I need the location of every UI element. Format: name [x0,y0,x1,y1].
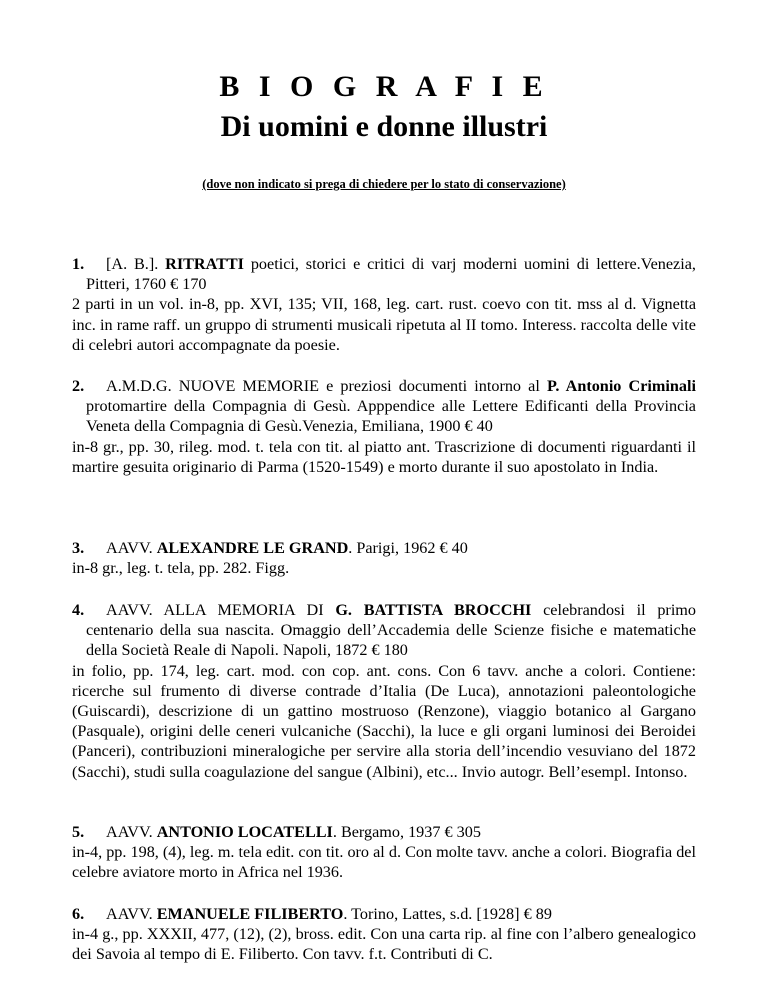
entry-heading [72,600,696,661]
entry-heading [72,822,696,842]
entry-description: in-8 gr., pp. 30, rileg. mod. t. tela con tit. al piatto ant. Trascrizione di documenti riguardanti il martire gesuita originario di Parma (1520-1549) e morto durante il suo apostolato in India. [72,437,696,476]
entry-number: 6. [72,905,85,923]
entry-author: AAVV. [106,539,157,557]
entry-publication: poetici, storici e critici di varj moderni uomini di lettere.Venezia, Pitteri, 1760 € 170 [86,255,696,294]
catalog-entry-6 [72,904,696,965]
catalog-entry-4 [72,600,696,782]
catalog-entry-3 [72,538,696,578]
entry-heading [72,538,696,558]
entry-number: 4. [72,601,85,619]
entry-author: [A. B.]. [106,255,166,273]
entry-heading [72,254,696,294]
entry-heading [72,376,696,437]
page-title: B I O G R A F I E [219,70,549,103]
entry-description: 2 parti in un vol. in-8, pp. XVI, 135; VII, 168, leg. cart. rust. coevo con tit. mss al d. Vignetta inc. in rame raff. un gruppo di strumenti musicali ripetuta al II tomo. Interess. raccolta delle vite di celebri autori accompagnate da poesie. [72,295,696,354]
entry-description: in-8 gr., leg. t. tela, pp. 282. Figg. [72,559,290,578]
entry-publication: . Bergamo, 1937 € 305 [332,823,481,841]
entry-subject: ANTONIO LOCATELLI [156,823,333,841]
entry-number: 1. [72,255,85,273]
entry-subject: P. Antonio Criminali [546,377,696,395]
page-subtitle: Di uomini e donne illustri [220,110,548,143]
entry-author: AAVV. [106,905,157,923]
catalog-entry-1 [72,254,696,355]
entry-publication: protomartire della Compagnia di Gesù. Apppendice alle Lettere Edificanti della Provincia Veneta della Compagnia di Gesù.Venezia, Emiliana, 1900 € 40 [86,397,696,436]
conservation-note: (dove non indicato si prega di chiedere per lo stato di conservazione) [202,177,566,191]
entry-publication: . Torino, Lattes, s.d. [1928] € 89 [343,905,552,923]
catalog-entry-5 [72,822,696,883]
entry-description: in folio, pp. 174, leg. cart. mod. con cop. ant. cons. Con 6 tavv. anche a colori. Contiene: ricerche sul frumento di diverse contrade d’Italia (De Luca), annotazioni paleontologiche (Guiscardi), descrizione di un gattino mostruoso (Renzone), viaggio botanico al Gargano (Pasquale), origini delle ceneri vulcaniche (Sacchi), la luce e gli organi luminosi dei Beroidei (Panceri), contribuzioni mineralogiche per servire alla storia dell’incendio vesuviano del 1872 (Sacchi), studi sulla coagulazione del sangue (Albini), etc... Invio autogr. Bell’esempl. Intonso. [72,661,696,781]
catalog-entry-2 [72,376,696,477]
entry-author: AAVV. [106,823,157,841]
entry-heading [72,904,696,924]
entry-author: AAVV. ALLA MEMORIA DI [106,601,336,619]
entry-subject: ALEXANDRE LE GRAND [156,539,349,557]
entry-publication: celebrandosi il primo centenario della sua nascita. Omaggio dell’Accademia delle Scienze fisiche e matematiche della Società Reale di Napoli. Napoli, 1872 € 180 [86,601,696,660]
entry-publication: . Parigi, 1962 € 40 [348,539,468,557]
entry-subject: EMANUELE FILIBERTO [156,905,344,923]
entry-subject: RITRATTI [165,255,244,273]
entry-number: 3. [72,539,85,557]
entry-number: 2. [72,377,85,395]
entry-number: 5. [72,823,85,841]
entry-author: A.M.D.G. NUOVE MEMORIE e preziosi documenti intorno al [106,377,547,395]
entry-subject: G. BATTISTA BROCCHI [335,601,532,619]
entry-description: in-4, pp. 198, (4), leg. m. tela edit. con tit. oro al d. Con molte tavv. anche a colori. Biografia del celebre aviatore morto in Africa nel 1936. [72,843,696,882]
entry-description: in-4 g., pp. XXXII, 477, (12), (2), bross. edit. Con una carta rip. al fine con l’albero genealogico dei Savoia al tempo di E. Filiberto. Con tavv. f.t. Contributi di C. [72,925,696,964]
